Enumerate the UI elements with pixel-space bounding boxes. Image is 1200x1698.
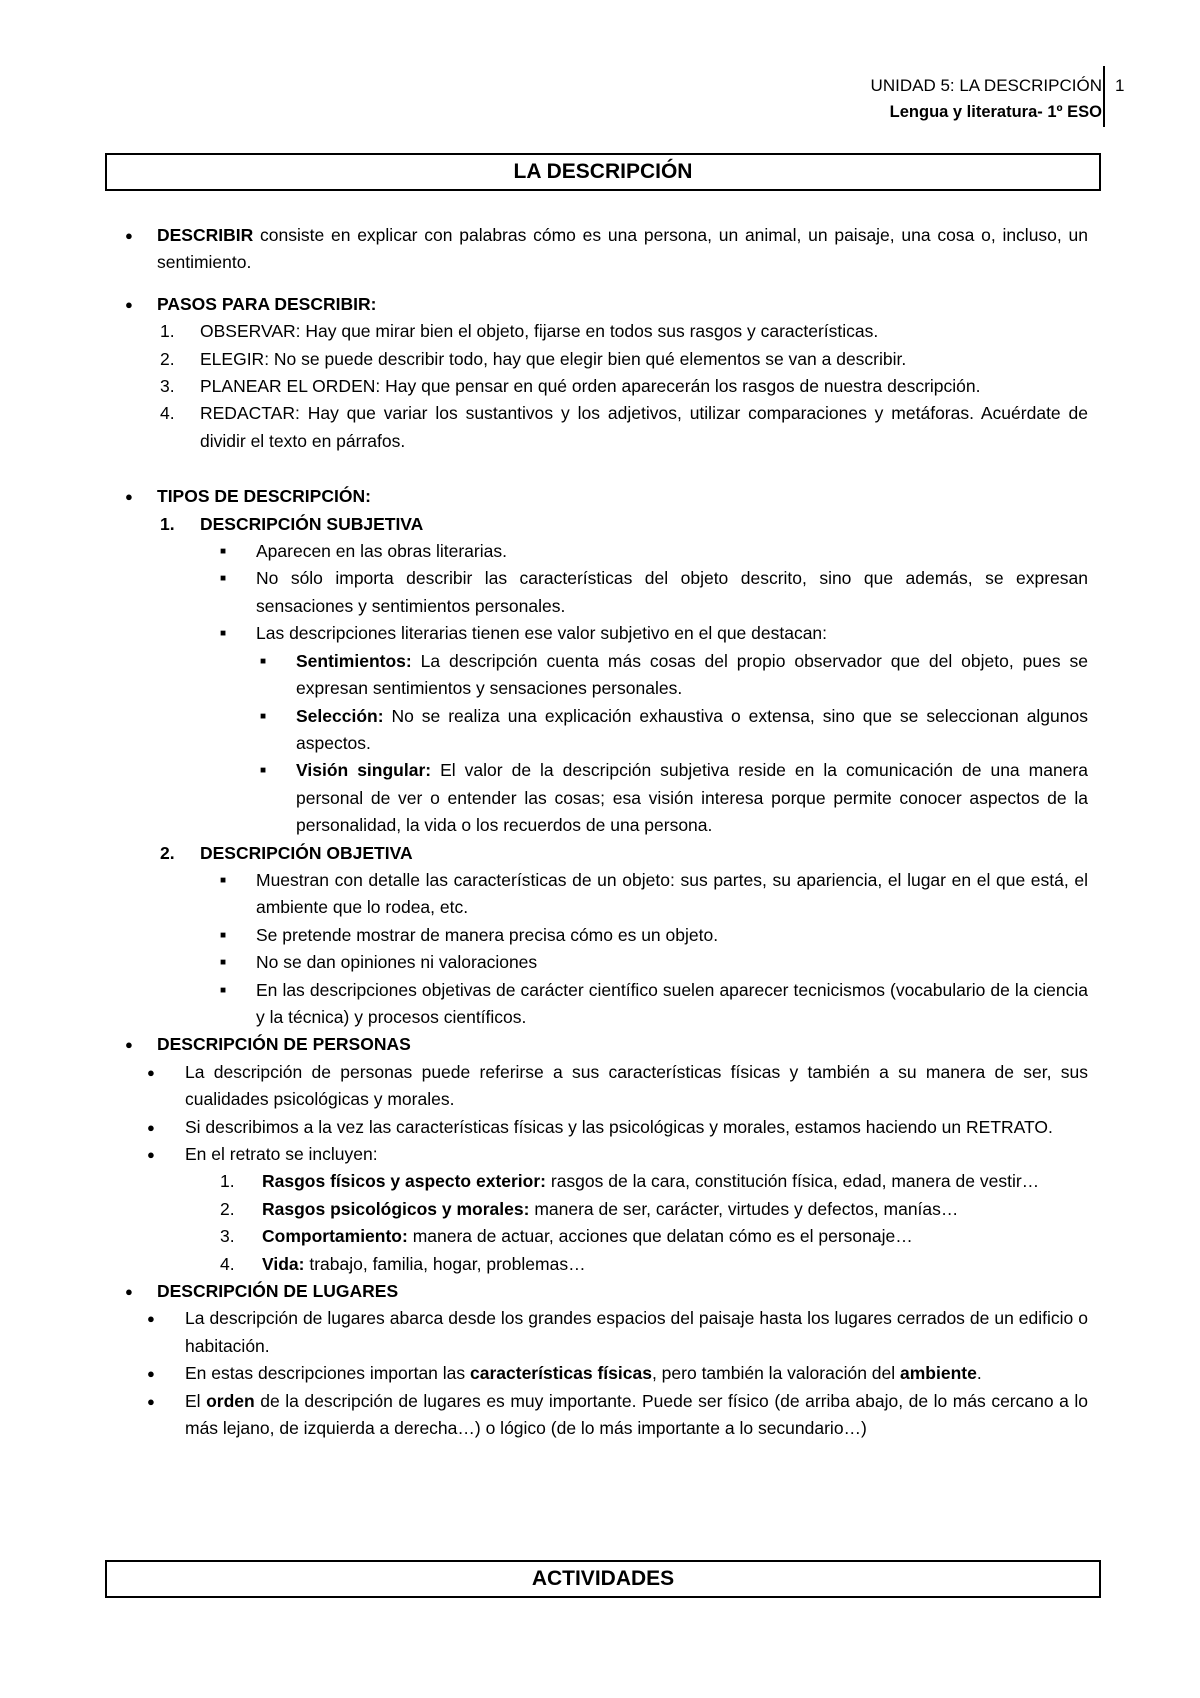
subjetiva-text: Las descripciones literarias tienen ese valor subjetivo en el que destacan:	[256, 623, 828, 644]
actividades-title: ACTIVIDADES	[105, 1560, 1101, 1598]
bullet-icon: ●	[147, 1064, 155, 1080]
pasos-item	[160, 400, 1088, 455]
pasos-text: REDACTAR: Hay que variar los sustantivos y los adjetivos, utilizar comparaciones y metáforas. Acuérdate de dividir el texto en párrafos.	[200, 403, 1088, 451]
list-number: 4.	[160, 403, 175, 424]
square-bullet-icon: ■	[220, 573, 227, 585]
lugares-item	[147, 1388, 1088, 1443]
list-number: 3.	[160, 376, 175, 397]
pasos-heading-text: PASOS PARA DESCRIBIR:	[157, 293, 377, 314]
document-body	[0, 222, 1200, 1442]
bullet-icon: ●	[147, 1119, 155, 1135]
square-bullet-icon: ■	[220, 874, 227, 886]
intro-item	[125, 222, 1088, 277]
list-number: 2.	[220, 1198, 235, 1219]
retrato-item	[220, 1196, 1088, 1223]
lugares-emphasis: características físicas	[470, 1363, 652, 1384]
subitem-text: La descripción cuenta más cosas del propio observador que del objeto, pues se expresan sentimientos y sensaciones personales.	[296, 650, 1088, 699]
pasos-text: OBSERVAR: Hay que mirar bien el objeto, fijarse en todos sus rasgos y características.	[200, 321, 879, 342]
lugares-emphasis: orden	[206, 1390, 255, 1411]
retrato-text: manera de ser, carácter, virtudes y defectos, manías…	[529, 1198, 959, 1219]
bullet-icon: ●	[125, 296, 133, 312]
objetiva-heading	[160, 840, 1088, 867]
subjetiva-heading-text: DESCRIPCIÓN SUBJETIVA	[200, 513, 424, 534]
tipos-heading-text: TIPOS DE DESCRIPCIÓN:	[157, 486, 371, 507]
list-number: 3.	[220, 1226, 235, 1247]
list-number: 1.	[160, 513, 175, 534]
pasos-heading	[125, 291, 1088, 318]
personas-heading-text: DESCRIPCIÓN DE PERSONAS	[157, 1034, 411, 1055]
pasos-item	[160, 346, 1088, 373]
subjetiva-subitem	[260, 648, 1088, 703]
personas-text: En el retrato se incluyen:	[185, 1144, 378, 1164]
lugares-text: , pero también la valoración del	[651, 1363, 901, 1384]
subjetiva-heading	[160, 511, 1088, 538]
pasos-item	[160, 373, 1088, 400]
pasos-item	[160, 318, 1088, 345]
lugares-emphasis: ambiente	[900, 1363, 977, 1384]
personas-text: La descripción de personas puede referirse a sus características físicas y también a su manera de ser, sus cualidades psicológicas y morales.	[185, 1061, 1088, 1110]
subjetiva-subitem	[260, 757, 1088, 839]
bullet-icon: ●	[147, 1147, 155, 1162]
subjetiva-text: Aparecen en las obras literarias.	[256, 541, 507, 562]
subjetiva-item	[220, 538, 1088, 565]
objetiva-text: En las descripciones objetivas de carácter científico suelen aparecer tecnicismos (vocabulario de la ciencia y la técnica) y procesos científicos.	[256, 979, 1088, 1027]
retrato-text: rasgos de la cara, constitución física, edad, manera de vestir…	[546, 1171, 1040, 1192]
personas-item	[147, 1141, 1088, 1168]
page-title: LA DESCRIPCIÓN	[105, 153, 1101, 191]
objetiva-heading-text: DESCRIPCIÓN OBJETIVA	[200, 842, 413, 863]
objetiva-item	[220, 977, 1088, 1032]
bullet-icon: ●	[125, 1037, 133, 1053]
personas-item	[147, 1114, 1088, 1141]
subitem-label: Visión singular:	[296, 760, 432, 781]
bullet-icon: ●	[147, 1393, 155, 1409]
objetiva-text: No se dan opiniones ni valoraciones	[256, 952, 538, 973]
list-number: 2.	[160, 348, 175, 369]
lugares-text: En estas descripciones importan las	[185, 1363, 470, 1384]
list-number: 1.	[220, 1171, 235, 1192]
square-bullet-icon: ■	[260, 655, 267, 667]
unit-title: UNIDAD 5: LA DESCRIPCIÓN	[870, 76, 1102, 95]
subjetiva-text: No sólo importa describir las características del objeto descrito, sino que además, se expresan sensaciones y sentimientos personales.	[256, 568, 1088, 616]
bullet-icon: ●	[147, 1366, 155, 1382]
square-bullet-icon: ■	[220, 957, 227, 969]
subjetiva-subitem	[260, 703, 1088, 758]
lugares-heading	[125, 1278, 1088, 1305]
list-number: 1.	[160, 321, 175, 342]
lugares-item	[147, 1305, 1088, 1360]
intro-term: DESCRIBIR	[157, 225, 254, 245]
objetiva-item	[220, 867, 1088, 922]
objetiva-item	[220, 922, 1088, 949]
retrato-label: Rasgos físicos y aspecto exterior:	[262, 1171, 546, 1192]
retrato-label: Comportamiento:	[262, 1226, 408, 1247]
page-number: 1	[1115, 76, 1125, 95]
square-bullet-icon: ■	[260, 765, 267, 777]
personas-item	[147, 1059, 1088, 1114]
square-bullet-icon: ■	[220, 929, 227, 941]
page-header	[871, 72, 1102, 126]
lugares-text: La descripción de lugares abarca desde los grandes espacios del paisaje hasta los lugares cerrados de un edificio o habitación.	[185, 1308, 1088, 1356]
pasos-text: PLANEAR EL ORDEN: Hay que pensar en qué orden aparecerán los rasgos de nuestra descripción.	[200, 376, 981, 397]
retrato-label: Rasgos psicológicos y morales:	[262, 1198, 530, 1219]
pasos-text: ELEGIR: No se puede describir todo, hay que elegir bien qué elementos se van a describir.	[200, 348, 907, 369]
subitem-text: No se realiza una explicación exhaustiva o extensa, sino que se seleccionan algunos aspectos.	[296, 705, 1088, 753]
subitem-label: Selección:	[296, 705, 384, 726]
header-divider	[1103, 66, 1105, 127]
retrato-item	[220, 1168, 1088, 1195]
subitem-text: El valor de la descripción subjetiva reside en la comunicación de una manera personal de ver o entender las cosas; esa visión interesa porque permite conocer aspectos de la personalidad, la vida o los recuerdos de una persona.	[296, 760, 1088, 836]
retrato-text: manera de actuar, acciones que delatan cómo es el personaje…	[407, 1226, 913, 1247]
retrato-item	[220, 1251, 1088, 1278]
lugares-text: .	[976, 1363, 982, 1384]
subjetiva-item	[220, 565, 1088, 620]
subitem-label: Sentimientos:	[296, 650, 412, 671]
bullet-icon: ●	[125, 1284, 133, 1300]
tipos-heading	[125, 483, 1088, 510]
retrato-text: trabajo, familia, hogar, problemas…	[304, 1253, 586, 1274]
personas-text: Si describimos a la vez las características físicas y las psicológicas y morales, estamos haciendo un RETRATO.	[185, 1116, 1053, 1137]
lugares-text: El	[185, 1390, 207, 1411]
subjetiva-item	[220, 620, 1088, 647]
lugares-heading-text: DESCRIPCIÓN DE LUGARES	[157, 1281, 399, 1302]
retrato-item	[220, 1223, 1088, 1250]
square-bullet-icon: ■	[260, 710, 267, 722]
lugares-item	[147, 1360, 1088, 1387]
square-bullet-icon: ■	[220, 628, 227, 640]
personas-heading	[125, 1031, 1088, 1058]
intro-text: consiste en explicar con palabras cómo es una persona, un animal, un paisaje, una cosa o, incluso, un sentimiento.	[157, 225, 1088, 273]
retrato-label: Vida:	[262, 1253, 305, 1274]
square-bullet-icon: ■	[220, 546, 227, 558]
bullet-icon: ●	[147, 1311, 155, 1327]
objetiva-text: Muestran con detalle las características de un objeto: sus partes, su apariencia, el lugar en el que está, el ambiente que lo rodea, etc.	[256, 869, 1088, 918]
lugares-text: de la descripción de lugares es muy importante. Puede ser físico (de arriba abajo, de lo más cercano a lo más lejano, de izquierda a derecha…) o lógico (de lo más importante a lo secundario…)	[185, 1390, 1088, 1439]
list-number: 4.	[220, 1253, 235, 1274]
bullet-icon: ●	[125, 489, 133, 505]
objetiva-item	[220, 949, 1088, 976]
objetiva-text: Se pretende mostrar de manera precisa cómo es un objeto.	[256, 924, 719, 945]
list-number: 2.	[160, 842, 175, 863]
subject-label: Lengua y literatura- 1º ESO	[889, 103, 1102, 121]
bullet-icon: ●	[125, 228, 133, 243]
square-bullet-icon: ■	[220, 984, 227, 996]
